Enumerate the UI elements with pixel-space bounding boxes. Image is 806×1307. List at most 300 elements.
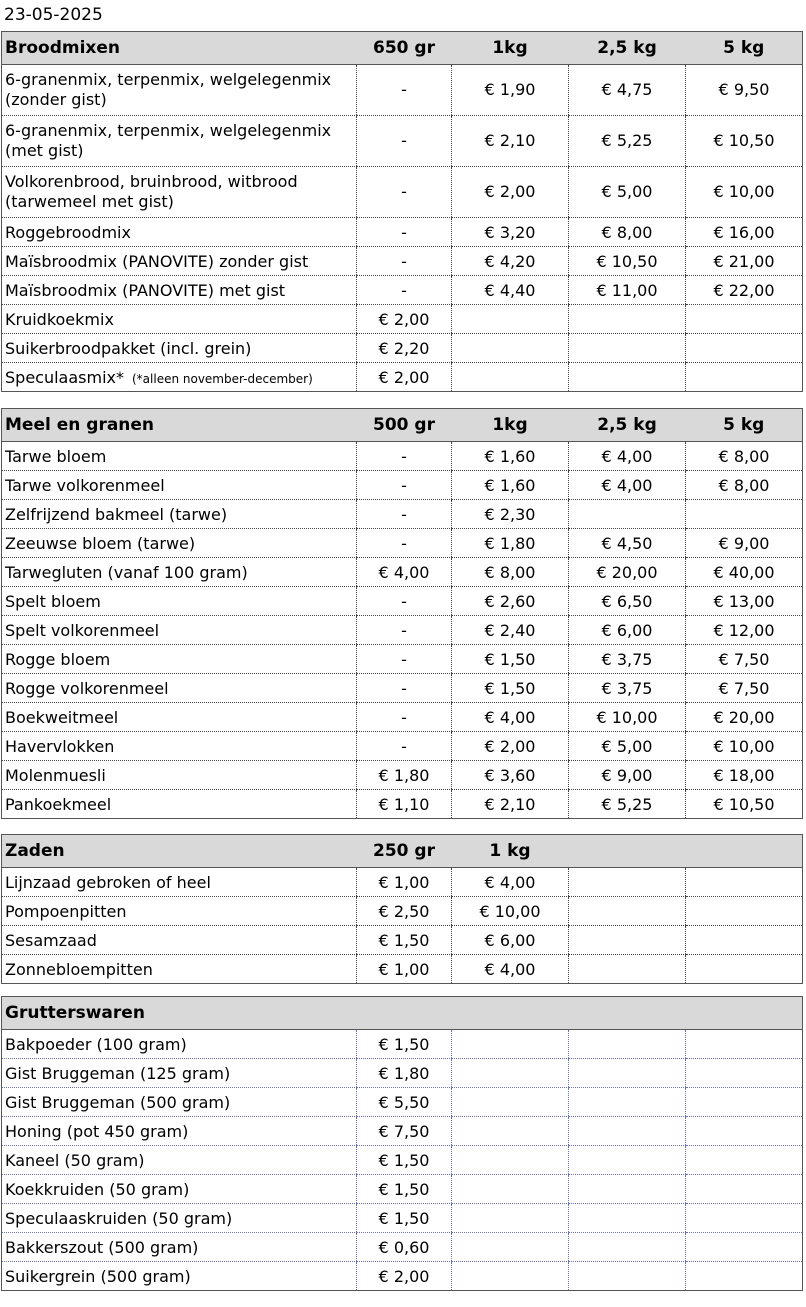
- price-cell: [357, 732, 452, 761]
- product-name-text: Suikergrein (500 gram): [5, 1266, 191, 1286]
- price-cell: [452, 897, 569, 926]
- table-row: [2, 529, 803, 558]
- price-text: € 1,50: [484, 678, 536, 698]
- zaden-table: [1, 834, 803, 984]
- price-text: € 4,20: [484, 251, 536, 271]
- table-row: [2, 1030, 803, 1059]
- price-cell: [686, 558, 803, 587]
- product-name-text: Speculaaskruiden (50 gram): [5, 1208, 233, 1228]
- price-cell: [357, 500, 452, 529]
- broodmixen-table: [1, 31, 803, 392]
- price-cell: [569, 167, 686, 218]
- price-cell: [452, 674, 569, 703]
- price-cell: [452, 471, 569, 500]
- price-text: € 2,20: [378, 338, 430, 358]
- price-cell: [452, 1175, 569, 1204]
- price-text: € 1,60: [484, 446, 536, 466]
- product-name: [2, 790, 357, 819]
- price-text: € 2,50: [378, 901, 430, 921]
- price-text: € 8,00: [718, 446, 770, 466]
- price-text: € 7,50: [718, 649, 770, 669]
- price-cell: [686, 218, 803, 247]
- price-text: € 5,25: [601, 131, 653, 150]
- table-row: [2, 587, 803, 616]
- product-name-text: Zeeuwse bloem (tarwe): [5, 533, 196, 553]
- price-text: € 10,00: [596, 707, 658, 727]
- table-row: [2, 558, 803, 587]
- price-text: € 3,60: [484, 765, 536, 785]
- price-text: € 9,00: [718, 533, 770, 553]
- price-text: € 4,00: [601, 475, 653, 495]
- price-cell: [357, 674, 452, 703]
- section-title: Zaden: [2, 835, 357, 868]
- price-cell: [569, 1262, 686, 1291]
- price-text: € 20,00: [596, 562, 658, 582]
- product-name: [2, 65, 357, 116]
- price-text: -: [401, 678, 407, 698]
- price-cell: [357, 167, 452, 218]
- price-text: € 5,25: [601, 794, 653, 814]
- price-cell: [686, 868, 803, 897]
- table-row: [2, 500, 803, 529]
- table-row: [2, 674, 803, 703]
- product-name: [2, 500, 357, 529]
- column-header: 2,5 kg: [569, 32, 686, 65]
- header-row: [2, 835, 803, 868]
- table-row: [2, 868, 803, 897]
- table-row: [2, 247, 803, 276]
- price-text: € 2,00: [378, 367, 430, 387]
- price-cell: [569, 334, 686, 363]
- price-text: € 21,00: [713, 251, 775, 271]
- table-row: [2, 955, 803, 984]
- product-name-text: 6-granenmix, terpenmix, welgelegenmix (zonder gist): [5, 70, 332, 109]
- product-name: [2, 1204, 357, 1233]
- price-text: € 4,40: [484, 280, 536, 300]
- price-cell: [686, 1117, 803, 1146]
- product-name-text: Tarwe volkorenmeel: [5, 475, 165, 495]
- price-text: € 4,00: [484, 959, 536, 979]
- price-cell: [569, 1204, 686, 1233]
- price-text: -: [401, 131, 407, 150]
- price-cell: [569, 897, 686, 926]
- price-cell: [452, 1059, 569, 1088]
- price-cell: [569, 732, 686, 761]
- table-row: [2, 703, 803, 732]
- price-cell: [569, 616, 686, 645]
- price-cell: [357, 276, 452, 305]
- price-cell: [686, 1146, 803, 1175]
- price-text: € 8,00: [601, 222, 653, 242]
- product-name-text: Roggebroodmix: [5, 222, 131, 242]
- price-cell: [569, 218, 686, 247]
- product-name-text: Molenmuesli: [5, 765, 106, 785]
- price-cell: [357, 1088, 452, 1117]
- price-cell: [686, 1233, 803, 1262]
- price-text: -: [401, 251, 407, 271]
- price-text: -: [401, 80, 407, 99]
- price-cell: [357, 558, 452, 587]
- price-text: € 1,90: [484, 80, 536, 99]
- price-cell: [686, 65, 803, 116]
- product-name-text: Koekkruiden (50 gram): [5, 1179, 190, 1199]
- price-cell: [569, 247, 686, 276]
- price-text: € 2,00: [484, 736, 536, 756]
- column-header: 5 kg: [686, 409, 803, 442]
- price-cell: [452, 703, 569, 732]
- table-row: [2, 790, 803, 819]
- price-cell: [686, 116, 803, 167]
- price-cell: [569, 790, 686, 819]
- product-name: [2, 1262, 357, 1291]
- product-name: [2, 732, 357, 761]
- table-row: [2, 1262, 803, 1291]
- price-cell: [452, 868, 569, 897]
- product-name-text: Gist Bruggeman (125 gram): [5, 1063, 231, 1083]
- price-cell: [452, 1204, 569, 1233]
- price-cell: [569, 761, 686, 790]
- price-text: € 1,50: [378, 930, 430, 950]
- price-cell: [452, 167, 569, 218]
- table-row: [2, 645, 803, 674]
- table-row: [2, 1146, 803, 1175]
- price-text: € 1,50: [378, 1208, 430, 1228]
- product-name-text: Maïsbroodmix (PANOVITE) met gist: [5, 280, 286, 300]
- table-row: [2, 305, 803, 334]
- price-cell: [357, 761, 452, 790]
- header-row: [2, 997, 803, 1030]
- table-row: [2, 471, 803, 500]
- table-row: [2, 897, 803, 926]
- product-name: [2, 247, 357, 276]
- price-cell: [452, 442, 569, 471]
- product-name-text: Kaneel (50 gram): [5, 1150, 145, 1170]
- price-text: € 10,00: [479, 901, 541, 921]
- price-text: € 5,00: [601, 736, 653, 756]
- price-text: € 18,00: [713, 765, 775, 785]
- product-name-text: Bakkerszout (500 gram): [5, 1237, 199, 1257]
- price-text: € 1,10: [378, 794, 430, 814]
- price-text: € 2,00: [378, 309, 430, 329]
- price-text: -: [401, 620, 407, 640]
- price-cell: [452, 732, 569, 761]
- table-row: [2, 116, 803, 167]
- price-text: € 1,80: [378, 765, 430, 785]
- price-text: -: [401, 736, 407, 756]
- price-cell: [357, 897, 452, 926]
- price-cell: [357, 587, 452, 616]
- price-text: € 7,50: [718, 678, 770, 698]
- column-header: 1kg: [452, 32, 569, 65]
- price-cell: [452, 558, 569, 587]
- section-title: Meel en granen: [2, 409, 357, 442]
- product-name-text: Zonnebloempitten: [5, 959, 153, 979]
- price-text: € 9,00: [601, 765, 653, 785]
- column-header: 650 gr: [357, 32, 452, 65]
- price-cell: [357, 305, 452, 334]
- table-row: [2, 1059, 803, 1088]
- price-text: € 10,50: [713, 794, 775, 814]
- product-name-text: Havervlokken: [5, 736, 115, 756]
- price-cell: [357, 1262, 452, 1291]
- price-cell: [686, 442, 803, 471]
- product-name: [2, 645, 357, 674]
- price-text: € 9,50: [718, 80, 770, 99]
- price-text: € 2,10: [484, 794, 536, 814]
- price-cell: [686, 761, 803, 790]
- price-text: -: [401, 591, 407, 611]
- price-cell: [569, 674, 686, 703]
- price-cell: [569, 703, 686, 732]
- product-name: [2, 305, 357, 334]
- column-header: [569, 997, 686, 1030]
- price-cell: [686, 1175, 803, 1204]
- price-text: € 1,80: [378, 1063, 430, 1083]
- table-row: [2, 926, 803, 955]
- product-name: [2, 334, 357, 363]
- product-name-text: Volkorenbrood, bruinbrood, witbrood (tarwemeel met gist): [5, 172, 298, 211]
- product-name: [2, 558, 357, 587]
- price-text: € 10,50: [713, 131, 775, 150]
- price-cell: [569, 1059, 686, 1088]
- price-cell: [686, 1204, 803, 1233]
- price-cell: [452, 247, 569, 276]
- price-text: € 3,75: [601, 678, 653, 698]
- product-name: [2, 587, 357, 616]
- price-cell: [357, 790, 452, 819]
- product-name: [2, 442, 357, 471]
- price-cell: [686, 732, 803, 761]
- price-text: -: [401, 475, 407, 495]
- product-name-text: Lijnzaad gebroken of heel: [5, 872, 211, 892]
- price-cell: [452, 616, 569, 645]
- column-header: [686, 835, 803, 868]
- price-cell: [569, 529, 686, 558]
- product-name-text: Pankoekmeel: [5, 794, 112, 814]
- table-row: [2, 65, 803, 116]
- column-header: [569, 835, 686, 868]
- price-text: € 2,10: [484, 131, 536, 150]
- price-text: € 16,00: [713, 222, 775, 242]
- price-text: € 12,00: [713, 620, 775, 640]
- price-cell: [569, 276, 686, 305]
- table-row: [2, 761, 803, 790]
- price-cell: [357, 868, 452, 897]
- price-cell: [686, 1088, 803, 1117]
- price-cell: [569, 587, 686, 616]
- column-header: [357, 997, 452, 1030]
- price-cell: [569, 868, 686, 897]
- price-cell: [569, 442, 686, 471]
- column-header: [686, 997, 803, 1030]
- product-name-text: Rogge volkorenmeel: [5, 678, 169, 698]
- product-name-text: Sesamzaad: [5, 930, 97, 950]
- meel-en-granen-table: [1, 408, 803, 819]
- price-cell: [452, 276, 569, 305]
- price-cell: [569, 1146, 686, 1175]
- price-cell: [686, 790, 803, 819]
- price-cell: [357, 116, 452, 167]
- column-header: 500 gr: [357, 409, 452, 442]
- price-cell: [569, 1088, 686, 1117]
- price-text: € 1,60: [484, 475, 536, 495]
- product-name: [2, 1059, 357, 1088]
- price-cell: [569, 558, 686, 587]
- price-cell: [452, 1262, 569, 1291]
- price-cell: [452, 1117, 569, 1146]
- price-cell: [357, 955, 452, 984]
- table-row: [2, 732, 803, 761]
- product-name-text: Zelfrijzend bakmeel (tarwe): [5, 504, 228, 524]
- product-name: [2, 674, 357, 703]
- product-name: [2, 1088, 357, 1117]
- price-cell: [686, 926, 803, 955]
- price-cell: [686, 305, 803, 334]
- price-cell: [569, 1117, 686, 1146]
- price-text: € 4,00: [484, 872, 536, 892]
- product-name-text: Spelt volkorenmeel: [5, 620, 160, 640]
- price-cell: [452, 1030, 569, 1059]
- price-text: € 1,00: [378, 959, 430, 979]
- product-name: [2, 926, 357, 955]
- price-cell: [569, 1030, 686, 1059]
- price-cell: [357, 926, 452, 955]
- price-cell: [686, 1059, 803, 1088]
- price-text: € 5,50: [378, 1092, 430, 1112]
- product-name-text: Maïsbroodmix (PANOVITE) zonder gist: [5, 251, 309, 271]
- header-row: [2, 409, 803, 442]
- price-cell: [686, 529, 803, 558]
- product-name: [2, 218, 357, 247]
- price-cell: [357, 471, 452, 500]
- price-text: -: [401, 533, 407, 553]
- price-text: € 2,40: [484, 620, 536, 640]
- price-cell: [452, 1088, 569, 1117]
- price-cell: [452, 305, 569, 334]
- price-text: -: [401, 707, 407, 727]
- price-cell: [452, 116, 569, 167]
- product-name-text: Tarwe bloem: [5, 446, 107, 466]
- price-text: € 3,20: [484, 222, 536, 242]
- price-cell: [357, 218, 452, 247]
- price-cell: [686, 500, 803, 529]
- price-text: € 1,80: [484, 533, 536, 553]
- table-row: [2, 1117, 803, 1146]
- product-name: [2, 276, 357, 305]
- price-text: -: [401, 280, 407, 300]
- product-name-text: Speculaasmix*: [5, 367, 124, 387]
- product-name-text: 6-granenmix, terpenmix, welgelegenmix (met gist): [5, 121, 332, 160]
- price-text: € 1,50: [378, 1179, 430, 1199]
- price-text: € 0,60: [378, 1237, 430, 1257]
- price-cell: [686, 1262, 803, 1291]
- price-cell: [686, 1030, 803, 1059]
- price-text: € 10,00: [713, 182, 775, 201]
- price-text: € 5,00: [601, 182, 653, 201]
- price-cell: [357, 1059, 452, 1088]
- product-name: [2, 761, 357, 790]
- product-name: [2, 116, 357, 167]
- table-row: [2, 1233, 803, 1262]
- table-row: [2, 167, 803, 218]
- product-name-text: Gist Bruggeman (500 gram): [5, 1092, 231, 1112]
- price-text: € 2,00: [484, 182, 536, 201]
- price-text: € 20,00: [713, 707, 775, 727]
- price-list-date: 23-05-2025: [4, 5, 103, 25]
- price-text: € 4,00: [601, 446, 653, 466]
- price-text: € 3,75: [601, 649, 653, 669]
- price-cell: [452, 761, 569, 790]
- price-cell: [452, 645, 569, 674]
- table-row: [2, 363, 803, 392]
- price-text: -: [401, 222, 407, 242]
- price-cell: [357, 1204, 452, 1233]
- table-row: [2, 334, 803, 363]
- price-text: € 2,30: [484, 504, 536, 524]
- table-row: [2, 616, 803, 645]
- price-cell: [686, 955, 803, 984]
- table-row: [2, 218, 803, 247]
- price-text: € 40,00: [713, 562, 775, 582]
- price-cell: [357, 703, 452, 732]
- price-cell: [357, 1175, 452, 1204]
- price-cell: [357, 645, 452, 674]
- product-name: [2, 1175, 357, 1204]
- price-text: € 11,00: [596, 280, 658, 300]
- product-name-text: Spelt bloem: [5, 591, 101, 611]
- price-text: € 6,00: [484, 930, 536, 950]
- product-name-text: Honing (pot 450 gram): [5, 1121, 189, 1141]
- price-cell: [357, 1233, 452, 1262]
- price-cell: [452, 500, 569, 529]
- price-text: € 13,00: [713, 591, 775, 611]
- price-cell: [686, 616, 803, 645]
- product-name: [2, 363, 357, 392]
- price-cell: [357, 1146, 452, 1175]
- price-cell: [569, 471, 686, 500]
- price-text: -: [401, 504, 407, 524]
- table-row: [2, 442, 803, 471]
- grutterswaren-table: [1, 996, 803, 1291]
- price-text: € 4,75: [601, 80, 653, 99]
- product-name-text: Tarwegluten (vanaf 100 gram): [5, 562, 248, 582]
- table-row: [2, 1175, 803, 1204]
- product-name: [2, 529, 357, 558]
- price-cell: [452, 790, 569, 819]
- product-name: [2, 167, 357, 218]
- price-text: -: [401, 649, 407, 669]
- price-cell: [452, 529, 569, 558]
- price-cell: [357, 442, 452, 471]
- price-text: € 7,50: [378, 1121, 430, 1141]
- price-text: -: [401, 182, 407, 201]
- price-text: € 10,50: [596, 251, 658, 271]
- price-cell: [569, 926, 686, 955]
- section-title: Broodmixen: [2, 32, 357, 65]
- table-row: [2, 276, 803, 305]
- price-cell: [686, 645, 803, 674]
- price-cell: [569, 955, 686, 984]
- price-cell: [357, 529, 452, 558]
- price-cell: [452, 1146, 569, 1175]
- product-name-text: Rogge bloem: [5, 649, 111, 669]
- price-cell: [569, 363, 686, 392]
- price-cell: [452, 926, 569, 955]
- price-cell: [452, 334, 569, 363]
- price-text: € 4,00: [378, 562, 430, 582]
- product-name-text: Suikerbroodpakket (incl. grein): [5, 338, 252, 358]
- price-cell: [357, 1030, 452, 1059]
